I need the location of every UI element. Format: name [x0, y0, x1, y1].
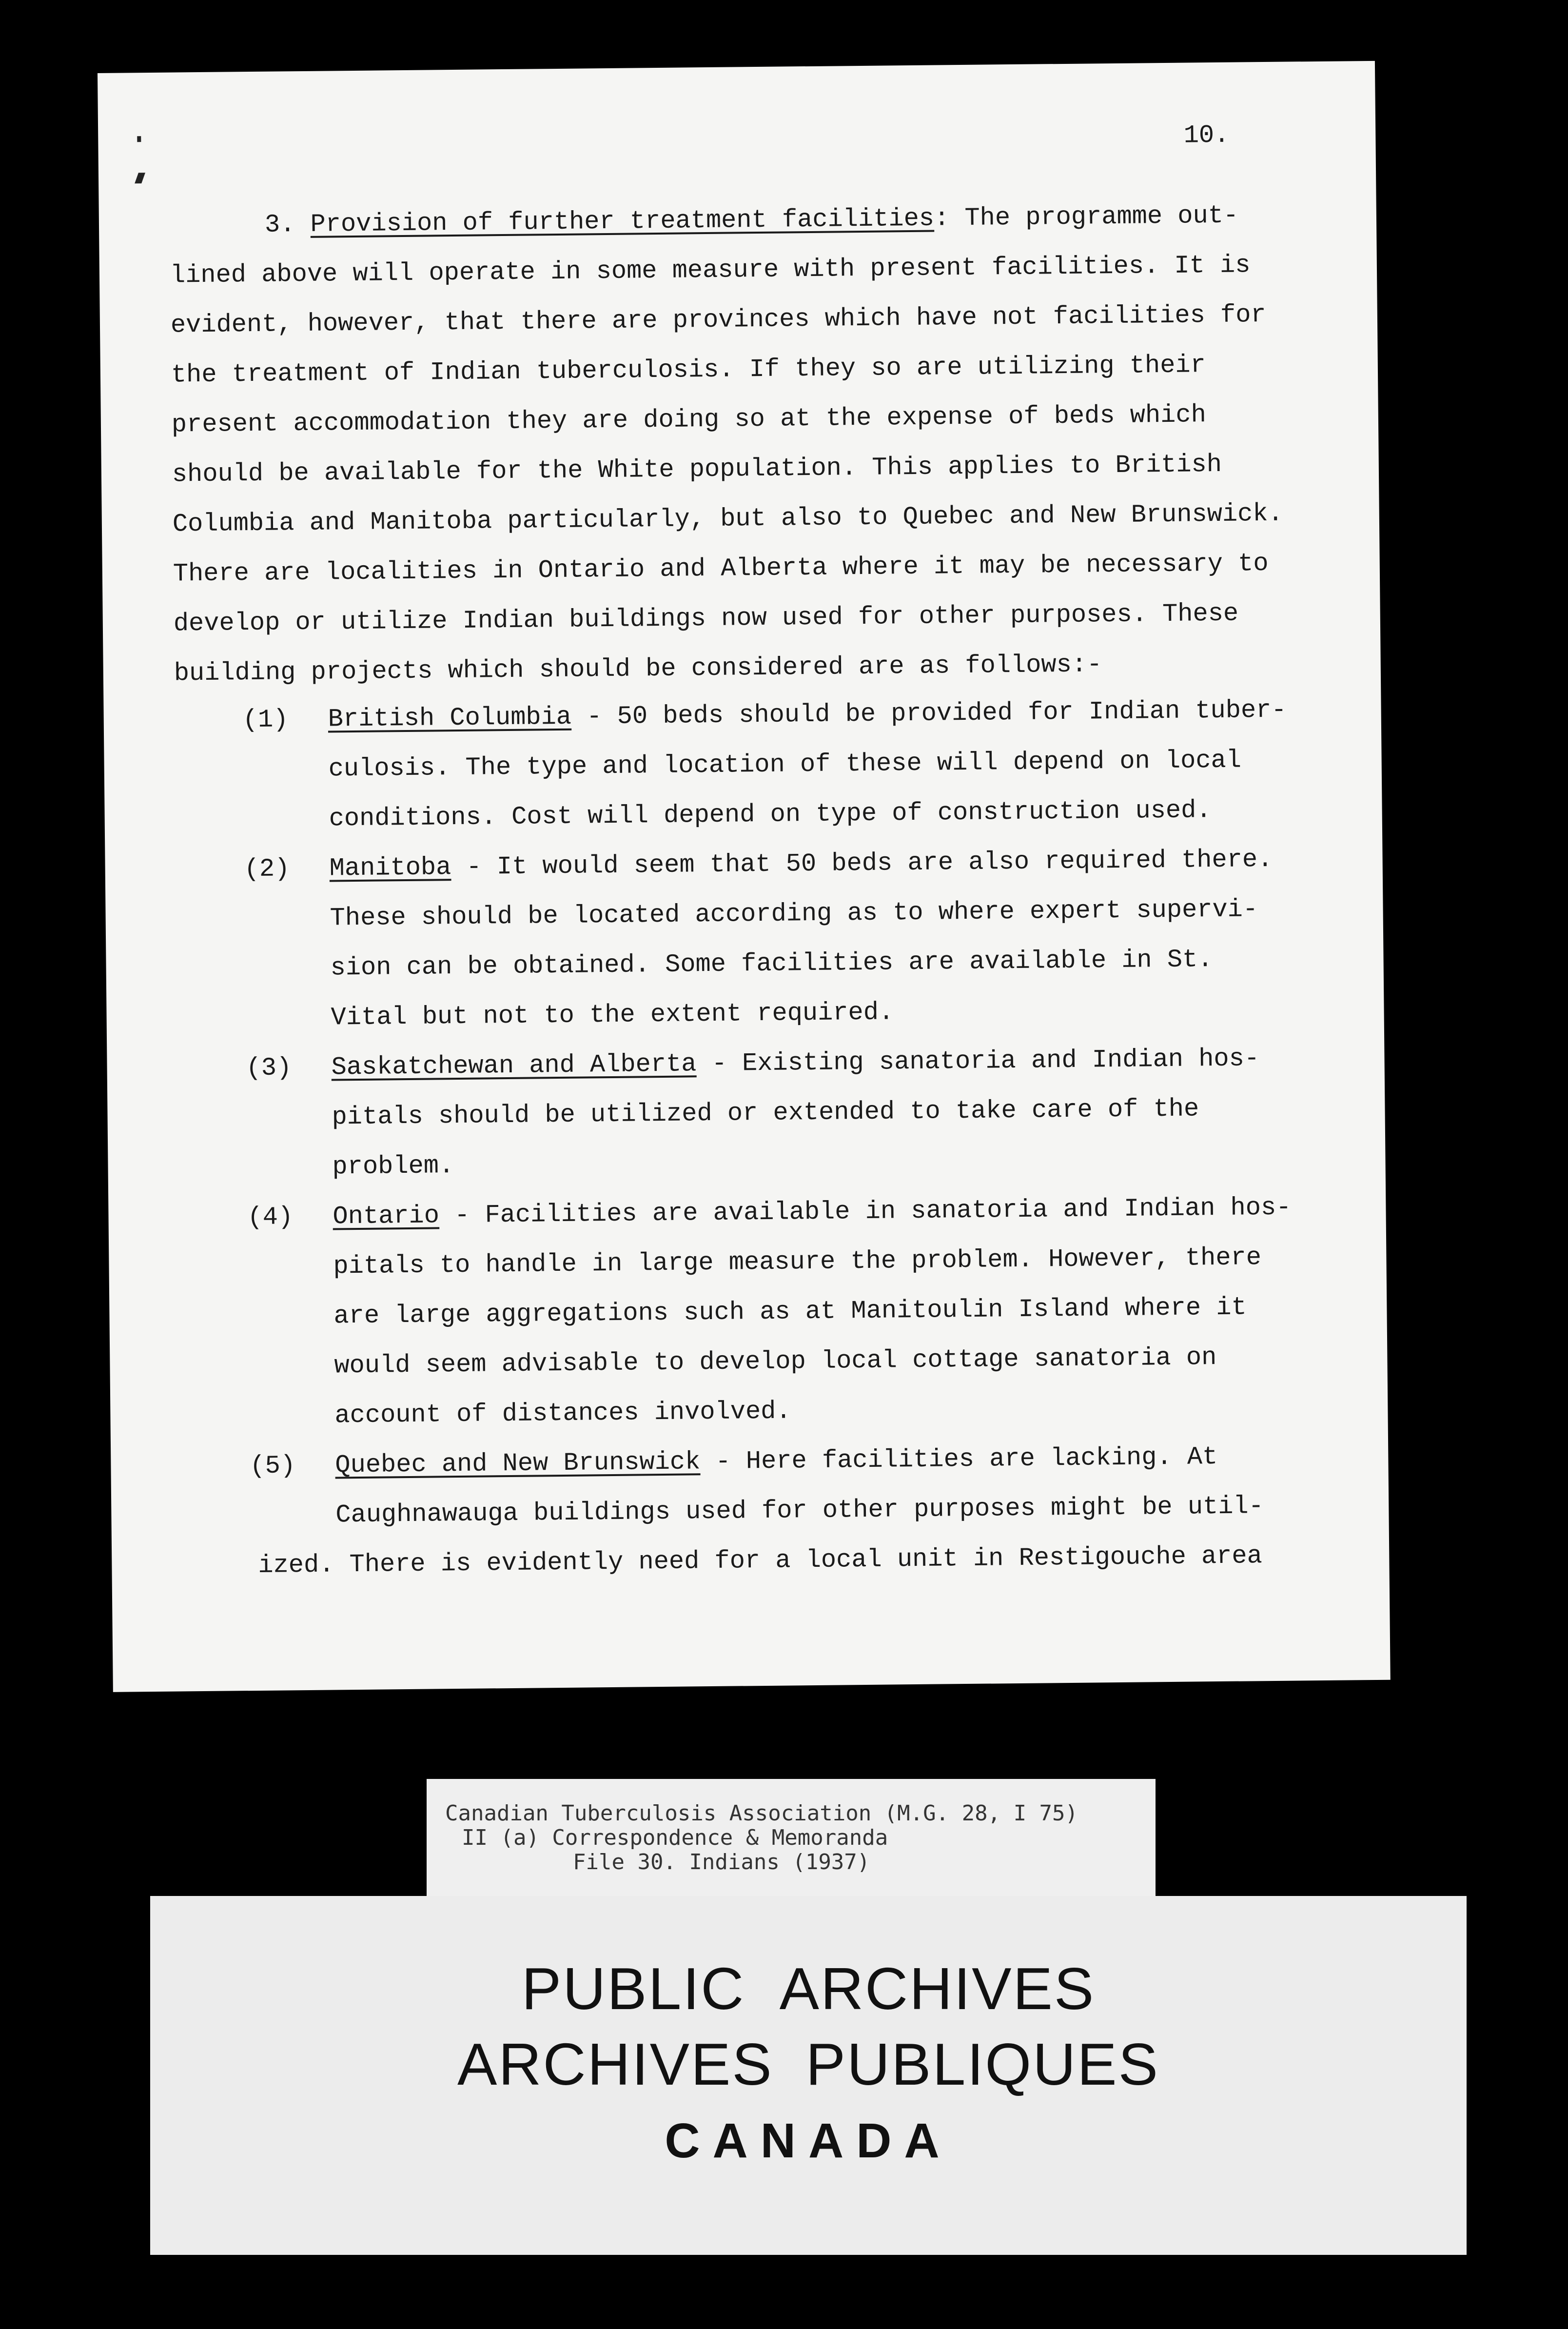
- label-line: Canadian Tuberculosis Association (M.G. 28, I 75): [445, 1801, 1078, 1826]
- stamp-line-english: PUBLIC ARCHIVES: [521, 1955, 1096, 2022]
- item-line: pitals to handle in large measure the problem. However, there: [333, 1243, 1262, 1281]
- item-number: (3): [246, 1053, 292, 1083]
- item-line: Caughnawauga buildings used for other purposes might be util-: [335, 1492, 1264, 1530]
- item-line: are large aggregations such as at Manitoulin Island where it: [333, 1293, 1247, 1331]
- label-line: File 30. Indians (1937): [573, 1850, 870, 1875]
- list-item: Manitoba - It would seem that 50 beds are also required there.: [329, 845, 1273, 883]
- item-title: Ontario: [333, 1201, 440, 1231]
- item-number: (5): [250, 1451, 296, 1481]
- item-number: (4): [247, 1203, 294, 1232]
- list-item: Ontario - Facilities are available in sanatoria and Indian hos-: [333, 1193, 1292, 1231]
- item-title: British Columbia: [328, 702, 572, 734]
- paragraph-line: building projects which should be considered are as follows:-: [174, 650, 1102, 688]
- item-line: would seem advisable to develop local cottage sanatoria on: [334, 1343, 1217, 1381]
- ink-mark: [135, 173, 145, 183]
- paragraph-line: There are localities in Ontario and Alberta where it may be necessary to: [173, 549, 1269, 589]
- item-number: (2): [244, 854, 290, 884]
- paragraph-line: evident, however, that there are provinces which have not facilities for: [170, 300, 1266, 340]
- item-line: Vital but not to the extent required.: [331, 998, 894, 1032]
- document-page: [98, 61, 1391, 1692]
- list-item: Quebec and New Brunswick - Here facilities are lacking. At: [335, 1442, 1218, 1480]
- heading-title: Provision of further treatment facilities: [310, 204, 935, 239]
- heading-line: 3. Provision of further treatment facilities: The programme out-: [264, 201, 1239, 239]
- item-line: culosis. The type and location of these will depend on local: [328, 746, 1242, 784]
- item-line: These should be located according as to where expert supervi-: [330, 895, 1258, 933]
- paragraph-line: the treatment of Indian tuberculosis. If they so are utilizing their: [171, 351, 1206, 390]
- item-title: Manitoba: [329, 853, 451, 883]
- item-title: Quebec and New Brunswick: [335, 1447, 701, 1480]
- item-line: conditions. Cost will depend on type of construction used.: [329, 796, 1212, 833]
- item-line: ized. There is evidently need for a local unit in Restigouche area: [258, 1541, 1263, 1580]
- item-number: (1): [242, 705, 289, 735]
- ink-mark: [137, 136, 141, 142]
- item-line: pitals should be utilized or extended to take care of the: [332, 1094, 1199, 1132]
- stamp-line-country: CANADA: [665, 2113, 952, 2168]
- list-item: British Columbia - 50 beds should be provided for Indian tuber-: [328, 695, 1287, 734]
- item-line: sion can be obtained. Some facilities are available in St.: [330, 945, 1213, 983]
- heading-number: 3.: [264, 210, 295, 239]
- archive-reference-label: [427, 1779, 1156, 1896]
- page-number: 10.: [1183, 120, 1230, 150]
- paragraph-line: should be available for the White population. This applies to British: [172, 450, 1222, 489]
- item-title: Saskatchewan and Alberta: [331, 1049, 697, 1082]
- paragraph-line: present accommodation they are doing so at the expense of beds which: [171, 400, 1207, 439]
- item-line: account of distances involved.: [334, 1397, 791, 1430]
- paragraph-line: Columbia and Manitoba particularly, but also to Quebec and New Brunswick.: [172, 499, 1284, 539]
- paragraph-line: lined above will operate in some measure with present facilities. It is: [170, 251, 1251, 290]
- list-item: Saskatchewan and Alberta - Existing sanatoria and Indian hos-: [331, 1044, 1260, 1082]
- paragraph-line: The programme out-: [964, 201, 1239, 233]
- item-line: problem.: [332, 1151, 454, 1182]
- archives-stamp: [150, 1896, 1467, 2255]
- paragraph-line: develop or utilize Indian buildings now used for other purposes. These: [173, 599, 1239, 638]
- label-line: II (a) Correspondence & Memoranda: [462, 1825, 888, 1850]
- stamp-line-french: ARCHIVES PUBLIQUES: [457, 2031, 1159, 2097]
